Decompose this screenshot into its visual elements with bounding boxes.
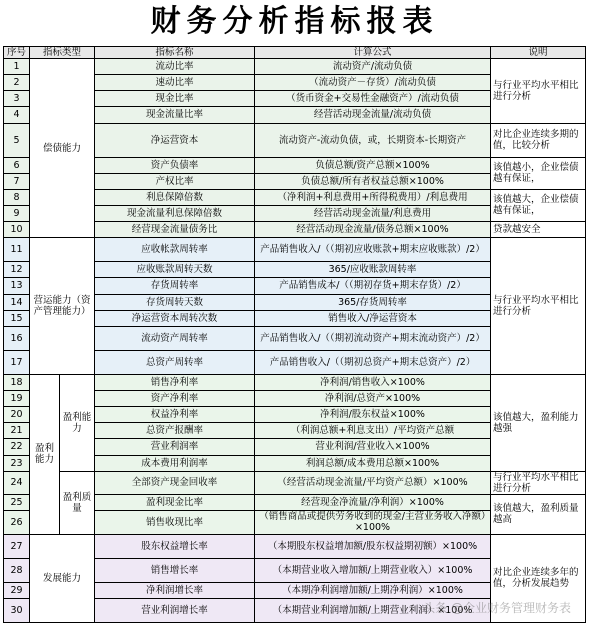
row-formula: 产品销售收入/（（期初总资产+期末总资产）/2）: [255, 350, 491, 374]
page-title: 财务分析指标报表: [150, 4, 439, 39]
note-cell: 该值越大，企业偿债越有保证，: [491, 189, 586, 221]
row-seq: 5: [4, 123, 30, 157]
row-name: 流动比率: [95, 59, 255, 75]
row-seq: 15: [4, 310, 30, 326]
row-name: 净利润增长率: [95, 582, 255, 598]
row-seq: 3: [4, 91, 30, 107]
watermark: 头条 @企业财务管理财务表: [423, 601, 571, 615]
group-profit-quality: 盈利质量: [60, 471, 95, 534]
header-name: 指标名称: [95, 47, 255, 59]
row-seq: 30: [4, 599, 30, 623]
row-name: 全部资产现金回收率: [95, 471, 255, 494]
row-seq: 1: [4, 59, 30, 75]
table-row: [4, 471, 586, 494]
row-name: 净运营资本周转次数: [95, 310, 255, 326]
row-formula: （经营活动现金流量/平均资产总额）×100%: [255, 471, 491, 494]
row-name: 存货周转率: [95, 278, 255, 294]
row-formula: 经营活动现金流量/利息费用: [255, 205, 491, 221]
group-operating: 营运能力（资产管理能力）: [30, 238, 95, 375]
row-seq: 24: [4, 471, 30, 494]
row-formula: （流动资产－存货）/流动负债: [255, 75, 491, 91]
row-seq: 29: [4, 582, 30, 598]
row-name: 资产净利率: [95, 390, 255, 406]
indicator-table: [3, 46, 585, 623]
row-name: 营业利润率: [95, 439, 255, 455]
row-seq: 2: [4, 75, 30, 91]
note-cell: 与行业平均水平相比进行分析: [491, 238, 586, 375]
row-seq: 18: [4, 374, 30, 390]
row-name: 流动资产周转率: [95, 326, 255, 350]
table-row: [4, 59, 586, 75]
row-seq: 23: [4, 455, 30, 471]
group-profit: 盈利能力: [30, 374, 60, 534]
note-cell: 贷款越安全: [491, 222, 586, 238]
note-cell: 对比企业连续多期的值，比较分析: [491, 123, 586, 157]
row-name: 应收帐款周转率: [95, 238, 255, 262]
row-formula: 产品销售成本/（（期初存货+期末存货）/2）: [255, 278, 491, 294]
row-seq: 17: [4, 350, 30, 374]
row-seq: 13: [4, 278, 30, 294]
row-formula: （利润总额+利息支出）/平均资产总额: [255, 423, 491, 439]
row-formula: （本期净利润增加额/上期净利润）×100%: [255, 582, 491, 598]
row-name: 销售净利率: [95, 374, 255, 390]
row-seq: 10: [4, 222, 30, 238]
row-name: 产权比率: [95, 173, 255, 189]
note-cell: 该值越大，盈利质量越高: [491, 494, 586, 534]
row-formula: 营业利润/营业收入×100%: [255, 439, 491, 455]
row-formula: 产品销售收入/（（期初流动资产+期末流动资产）/2）: [255, 326, 491, 350]
row-formula: 销售收入/净运营资本: [255, 310, 491, 326]
row-formula: 净利润/销售收入×100%: [255, 374, 491, 390]
row-formula: 流动资产-流动负债，或，长期资本-长期资产: [255, 123, 491, 157]
note-cell: 与行业平均水平相比进行分析: [491, 471, 586, 494]
row-seq: 9: [4, 205, 30, 221]
row-formula: 净利润/股东权益×100%: [255, 407, 491, 423]
row-formula: （货币资金+交易性金融资产）/流动负债: [255, 91, 491, 107]
note-cell: 该值越小，企业偿债越有保证，: [491, 157, 586, 189]
row-formula: （本期营业收入增加额/上期营业收入）×100%: [255, 558, 491, 582]
row-formula: （净利润+利息费用+所得税费用）/利息费用: [255, 189, 491, 205]
row-formula: 流动资产/流动负债: [255, 59, 491, 75]
row-name: 利息保障倍数: [95, 189, 255, 205]
row-name: 成本费用利润率: [95, 455, 255, 471]
row-seq: 11: [4, 238, 30, 262]
note-cell: 与行业平均水平相比进行分析: [491, 59, 586, 124]
row-seq: 26: [4, 510, 30, 534]
row-name: 营业利润增长率: [95, 599, 255, 623]
row-seq: 6: [4, 157, 30, 173]
row-formula: （销售商品或提供劳务收到的现金/主营业务收入净额）×100%: [255, 510, 491, 534]
row-name: 权益净利率: [95, 407, 255, 423]
group-solvency: 偿债能力: [30, 59, 95, 238]
row-name: 总资产周转率: [95, 350, 255, 374]
row-formula: 经营现金净流量/净利润）×100%: [255, 494, 491, 510]
row-formula: 负债总额/所有者权益总额×100%: [255, 173, 491, 189]
header-formula: 计算公式: [255, 47, 491, 59]
row-formula: 负债总额/资产总额×100%: [255, 157, 491, 173]
table-row: [4, 238, 586, 262]
table-row: [4, 374, 586, 390]
row-name: 现金比率: [95, 91, 255, 107]
row-name: 盈利现金比率: [95, 494, 255, 510]
group-growth: 发展能力: [30, 534, 95, 622]
row-formula: 净利润/总资产×100%: [255, 390, 491, 406]
row-name: 经营现金流量债务比: [95, 222, 255, 238]
header-seq: 序号: [4, 47, 30, 59]
row-seq: 7: [4, 173, 30, 189]
row-name: 资产负债率: [95, 157, 255, 173]
row-seq: 20: [4, 407, 30, 423]
row-name: 速动比率: [95, 75, 255, 91]
row-formula: 利润总额/成本费用总额×100%: [255, 455, 491, 471]
row-seq: 22: [4, 439, 30, 455]
row-formula: 经营活动现金流量/流动负债: [255, 107, 491, 123]
row-formula: （本期营业利润增加额/上期营业利润）×100%: [255, 599, 491, 623]
row-name: 销售收现比率: [95, 510, 255, 534]
row-seq: 19: [4, 390, 30, 406]
row-name: 净运营资本: [95, 123, 255, 157]
row-seq: 8: [4, 189, 30, 205]
row-formula: 经营活动现金流量/债务总额×100%: [255, 222, 491, 238]
row-name: 存货周转天数: [95, 294, 255, 310]
note-cell: 该值越大，盈利能力越强: [491, 374, 586, 471]
header-type: 指标类型: [30, 47, 95, 59]
row-seq: 25: [4, 494, 30, 510]
header-row: [4, 47, 586, 59]
row-formula: 365/应收账款周转率: [255, 262, 491, 278]
row-name: 销售增长率: [95, 558, 255, 582]
row-seq: 27: [4, 534, 30, 558]
row-seq: 4: [4, 107, 30, 123]
group-profit-ability: 盈利能力: [60, 374, 95, 471]
row-seq: 16: [4, 326, 30, 350]
header-note: 说明: [491, 47, 586, 59]
row-formula: 365/存货周转率: [255, 294, 491, 310]
row-seq: 14: [4, 294, 30, 310]
row-formula: 产品销售收入/（（期初应收账款+期末应收账款）/2）: [255, 238, 491, 262]
table-row: [4, 534, 586, 558]
row-name: 应收账款周转天数: [95, 262, 255, 278]
row-name: 现金流量比率: [95, 107, 255, 123]
row-seq: 21: [4, 423, 30, 439]
note-cell: 对比企业连续多年的值，分析发展趋势: [491, 534, 586, 622]
row-name: 股东权益增长率: [95, 534, 255, 558]
row-seq: 12: [4, 262, 30, 278]
row-seq: 28: [4, 558, 30, 582]
row-name: 总资产报酬率: [95, 423, 255, 439]
row-formula: （本期股东权益增加额/股东权益期初额）×100%: [255, 534, 491, 558]
row-name: 现金流量利息保障倍数: [95, 205, 255, 221]
